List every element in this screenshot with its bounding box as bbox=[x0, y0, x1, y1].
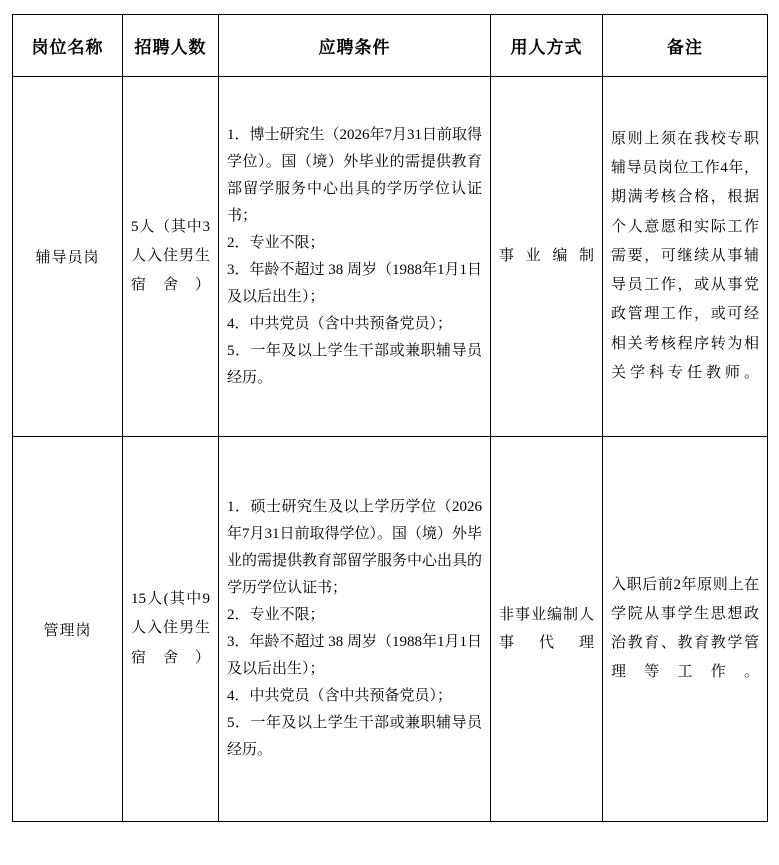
cell-remark: 原则上须在我校专职辅导员岗位工作4年，期满考核合格，根据个人意愿和实际工作需要，可继续从事辅导员工作，或从事党政管理工作，或可经相关考核程序转为相关学科专任教师。 bbox=[603, 77, 768, 437]
condition-item: 1．硕士研究生及以上学历学位（2026年7月31日前取得学位）。国（境）外毕业的需提供教育部留学服务中心出具的学历学位认证书； bbox=[227, 499, 483, 596]
column-header-employment-type: 用人方式 bbox=[491, 15, 603, 77]
table-header bbox=[13, 15, 768, 77]
cell-post-name: 辅导员岗 bbox=[13, 77, 123, 437]
condition-item: 3．年龄不超过 38 周岁（1988年1月1日及以后出生）； bbox=[227, 261, 483, 305]
cell-count: 5人（其中3人入住男生宿舍） bbox=[123, 77, 219, 437]
condition-item: 3．年龄不超过 38 周岁（1988年1月1日及以后出生）； bbox=[227, 634, 483, 677]
table-row bbox=[13, 77, 768, 437]
cell-post-name: 管理岗 bbox=[13, 437, 123, 822]
column-header-count: 招聘人数 bbox=[123, 15, 219, 77]
cell-employment-type: 事业编制 bbox=[491, 77, 603, 437]
condition-item: 5．一年及以上学生干部或兼职辅导员经历。 bbox=[227, 715, 482, 758]
cell-remark: 入职后前2年原则上在学院从事学生思想政治教育、教育教学管理等工作。 bbox=[603, 437, 768, 822]
condition-item: 4．中共党员（含中共预备党员）； bbox=[227, 315, 453, 332]
cell-conditions bbox=[219, 77, 491, 437]
column-header-remark: 备注 bbox=[603, 15, 768, 77]
cell-conditions bbox=[219, 437, 491, 822]
condition-item: 4．中共党员（含中共预备党员）； bbox=[227, 688, 453, 704]
column-header-conditions: 应聘条件 bbox=[219, 15, 491, 77]
table-body bbox=[13, 77, 768, 822]
condition-item: 1．博士研究生（2026年7月31日前取得学位）。国（境）外毕业的需提供教育部留学服务中心出具的学历学位认证书； bbox=[227, 126, 483, 224]
condition-item: 2．专业不限； bbox=[227, 234, 325, 251]
condition-item: 5．一年及以上学生干部或兼职辅导员经历。 bbox=[227, 342, 482, 386]
table-row bbox=[13, 437, 768, 822]
recruitment-table bbox=[12, 14, 768, 822]
cell-count: 15人(其中9人入住男生宿舍） bbox=[123, 437, 219, 822]
condition-item: 2．专业不限； bbox=[227, 607, 325, 623]
cell-employment-type: 非事业编制人事代理 bbox=[491, 437, 603, 822]
column-header-post-name: 岗位名称 bbox=[13, 15, 123, 77]
table-header-row bbox=[13, 15, 768, 77]
